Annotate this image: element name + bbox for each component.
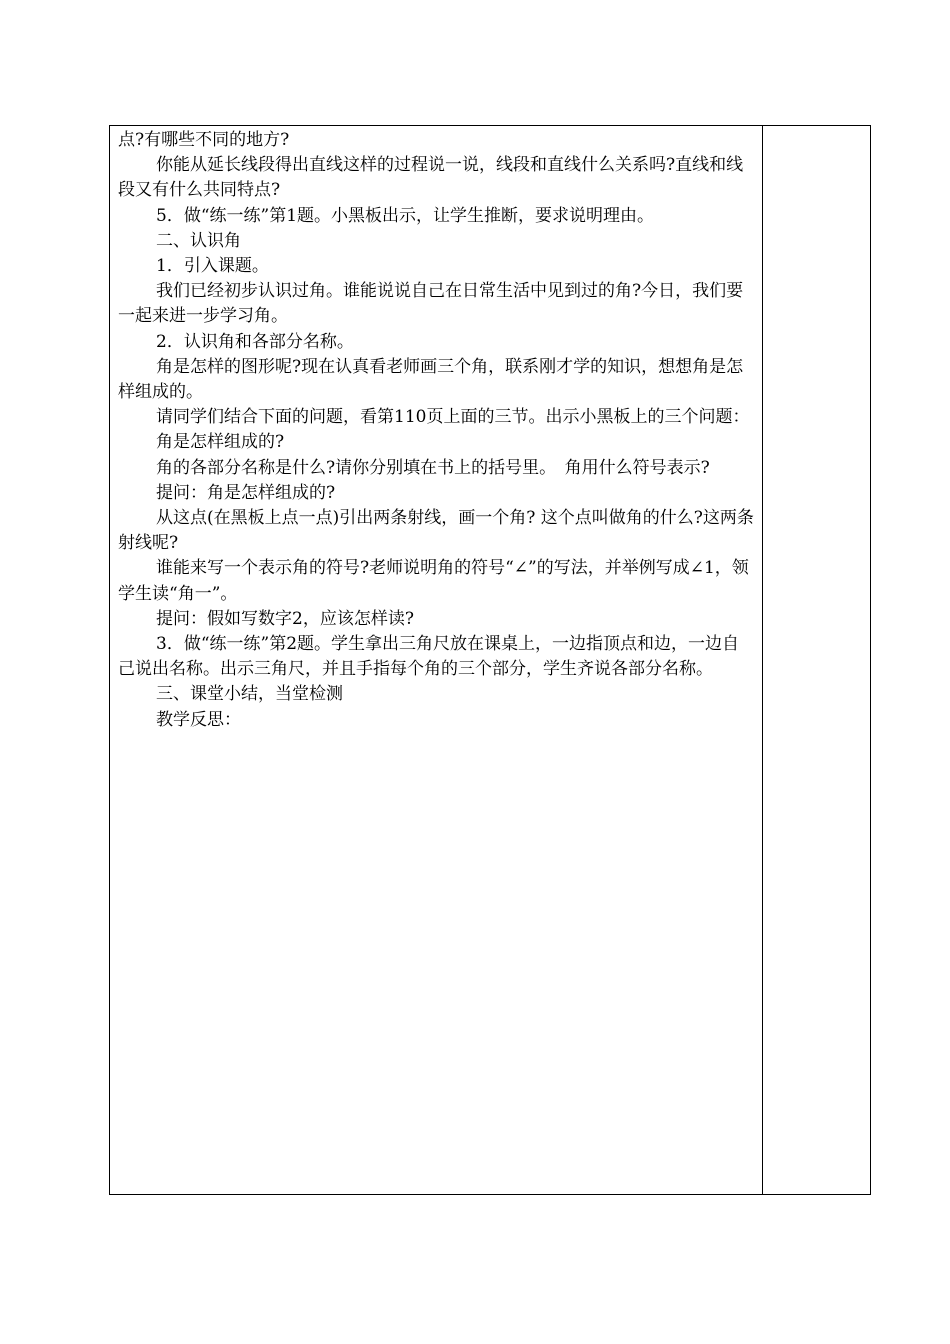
section-heading-angle: 二、认识角	[156, 230, 241, 251]
paragraph-5: 1．引入课题。	[156, 256, 269, 277]
lesson-content-cell	[118, 128, 754, 733]
paragraph-2: 你能从延长线段得出直线这样的过程说一说，线段和直线什么关系吗?直线和线段又有什么共同特点?	[118, 155, 744, 201]
paragraph-7: 2．认识角和各部分名称。	[156, 331, 354, 352]
paragraph-1: 点?有哪些不同的地方?	[118, 130, 290, 150]
paragraph-14: 谁能来写一个表示角的符号?老师说明角的符号“∠”的写法，并举例写成∠1，领学生读“角一”。	[118, 558, 749, 604]
paragraph-6: 我们已经初步认识过角。谁能说说自己在日常生活中见到过的角?今日，我们要一起来进一步学习角。	[118, 281, 744, 327]
paragraph-9: 请同学们结合下面的问题，看第110页上面的三节。出示小黑板上的三个问题：	[156, 407, 750, 428]
paragraph-16: 3．做“练一练”第2题。学生拿出三角尺放在课桌上，一边指顶点和边，一边自己说出名称。出示三角尺，并且手指每个角的三个部分，学生齐说各部分名称。	[118, 634, 740, 680]
paragraph-3: 5．做“练一练”第1题。小黑板出示，让学生推断，要求说明理由。	[156, 205, 655, 226]
teaching-reflection-label: 教学反思：	[156, 709, 241, 730]
section-heading-summary: 三、课堂小结，当堂检测	[156, 684, 343, 705]
notes-cell	[764, 126, 870, 1194]
paragraph-8: 角是怎样的图形呢?现在认真看老师画三个角，联系刚才学的知识，想想角是怎样组成的。	[118, 356, 744, 403]
paragraph-12: 提问：角是怎样组成的?	[156, 482, 336, 503]
column-divider	[762, 126, 763, 1194]
paragraph-11: 角的各部分名称是什么?请你分别填在书上的括号里。 角用什么符号表示?	[156, 457, 710, 478]
paragraph-15: 提问：假如写数字2，应该怎样读?	[156, 608, 414, 629]
paragraph-13: 从这点(在黑板上点一点)引出两条射线，画一个角? 这个点叫做角的什么?这两条射线呢?	[118, 508, 754, 554]
lesson-table	[109, 125, 871, 1195]
paragraph-10: 角是怎样组成的?	[156, 432, 285, 453]
